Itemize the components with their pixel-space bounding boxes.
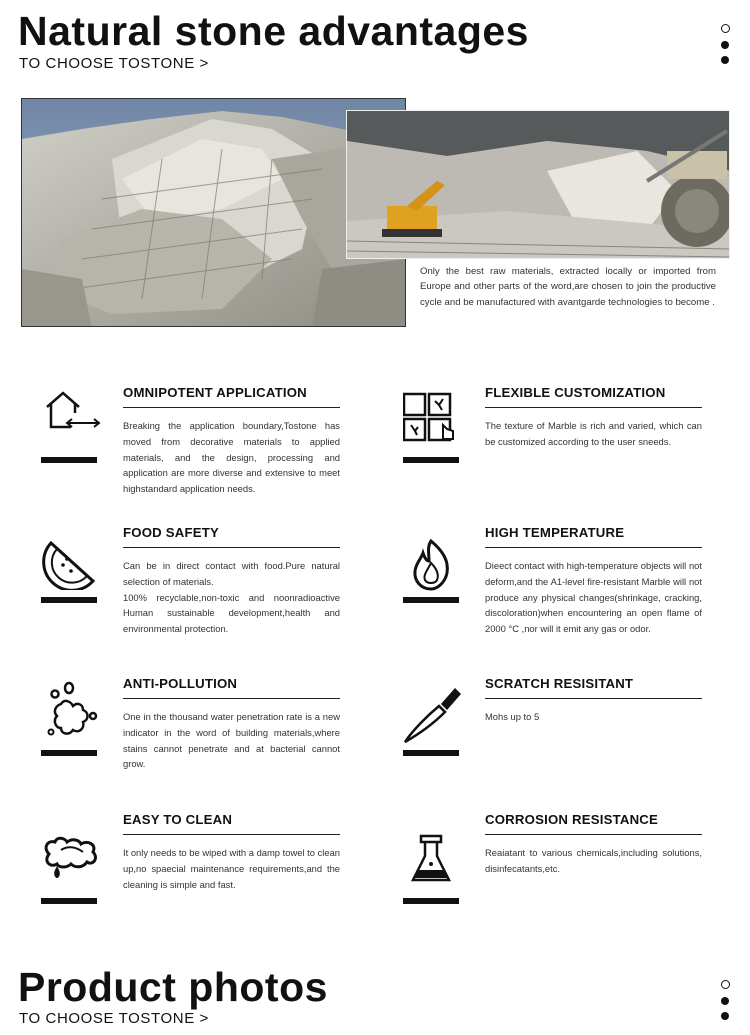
- dot-filled[interactable]: [721, 41, 729, 49]
- icon-underline: [403, 898, 459, 904]
- dot-outline[interactable]: [721, 980, 730, 989]
- icon-underline: [41, 597, 97, 603]
- feature-desc: Mohs up to 5: [485, 711, 540, 722]
- feature-title: FOOD SAFETY: [123, 525, 219, 540]
- house-arrows-icon: [41, 385, 103, 459]
- icon-underline: [403, 750, 459, 756]
- section-subtitle-link[interactable]: TO CHOOSE TOSTONE >: [19, 1010, 209, 1027]
- dot-filled[interactable]: [721, 1012, 729, 1020]
- section-title: Product photos: [18, 964, 328, 1010]
- intro-paragraph: Only the best raw materials, extracted locally or imported from Europe and other parts of the word,are chosen to join the productive cycle and be manufactured with avantgarde technologies to become .: [420, 266, 716, 308]
- divider: [485, 547, 702, 548]
- dot-filled[interactable]: [721, 56, 729, 64]
- divider: [123, 547, 340, 548]
- feature-desc: It only needs to be wiped with a damp towel to clean up,no spaecial maintenance requirements,and the cleaning is simple and fast.: [123, 847, 340, 890]
- sponge-icon: [41, 812, 103, 886]
- icon-underline: [41, 750, 97, 756]
- feature-desc: Breaking the application boundary,Tostone has moved from decorative materials to applied materials, and the design, processing and application are more diverse and extensive to meet highstandard application needs.: [123, 420, 340, 495]
- feature-desc: One in the thousand water penetration rate is a new indicator in the word of building materials,where stains cannot penetrate and at bacterial cannot grow.: [123, 711, 340, 770]
- dot-outline[interactable]: [721, 24, 730, 33]
- divider: [123, 834, 340, 835]
- divider: [485, 834, 702, 835]
- flame-icon: [403, 525, 465, 599]
- divider: [123, 698, 340, 699]
- feature-title: OMNIPOTENT APPLICATION: [123, 385, 307, 400]
- icon-underline: [403, 597, 459, 603]
- feature-desc: Dieect contact with high-temperature objects will not deform,and the A1-level fire-resistant Marble will not produce any physical changes(shrinkage, cracking, discoloration)when encountering an open flame of 2000 °C ,nor will it emit any gas or odor.: [485, 560, 702, 635]
- feature-title: ANTI-POLLUTION: [123, 676, 238, 691]
- stain-splash-icon: [41, 676, 103, 750]
- divider: [485, 407, 702, 408]
- dot-filled[interactable]: [721, 997, 729, 1005]
- icon-underline: [41, 898, 97, 904]
- feature-title: HIGH TEMPERATURE: [485, 525, 625, 540]
- grid-customize-icon: [403, 385, 465, 459]
- knife-icon: [403, 676, 465, 750]
- feature-desc: Reaiatant to various chemicals,including solutions, disinfecatants,etc.: [485, 847, 702, 874]
- feature-title: CORROSION RESISTANCE: [485, 812, 659, 827]
- feature-desc: Can be in direct contact with food.Pure natural selection of materials. 100% recyclable,non-toxic and noonradioactive Human sustainable development,health and environmental protection.: [123, 560, 340, 635]
- divider: [485, 698, 702, 699]
- section-subtitle-link[interactable]: TO CHOOSE TOSTONE >: [19, 55, 209, 72]
- excavator-photo: [346, 110, 730, 259]
- pagination-dots[interactable]: [720, 24, 730, 64]
- divider: [123, 407, 340, 408]
- watermelon-icon: [41, 525, 103, 599]
- icon-underline: [41, 457, 97, 463]
- feature-title: FLEXIBLE CUSTOMIZATION: [485, 385, 666, 400]
- feature-title: EASY TO CLEAN: [123, 812, 233, 827]
- section-title: Natural stone advantages: [18, 8, 529, 54]
- feature-desc: The texture of Marble is rich and varied, which can be customized according to the user sneeds.: [485, 420, 702, 447]
- flask-icon: [403, 812, 465, 886]
- pagination-dots[interactable]: [720, 980, 730, 1020]
- icon-underline: [403, 457, 459, 463]
- feature-title: SCRATCH RESISITANT: [485, 676, 634, 691]
